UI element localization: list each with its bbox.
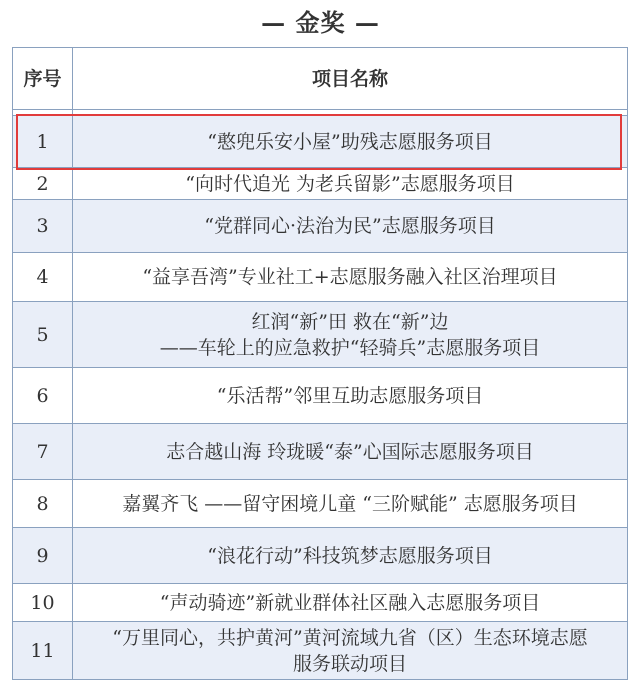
row-project-name-line1: “万里同心，共护黄河”黄河流域九省（区）生态环境志愿 bbox=[112, 626, 588, 649]
award-table bbox=[12, 47, 628, 680]
row-project-name: “益享吾湾”专业社工+志愿服务融入社区治理项目 bbox=[73, 253, 628, 302]
row-project-name: “党群同心·法治为民”志愿服务项目 bbox=[73, 200, 628, 253]
row-project-name: “浪花行动”科技筑梦志愿服务项目 bbox=[73, 528, 628, 584]
row-number: 5 bbox=[13, 302, 73, 368]
row-number: 7 bbox=[13, 424, 73, 480]
table-row bbox=[13, 302, 628, 368]
table-row bbox=[13, 116, 628, 168]
row-number: 3 bbox=[13, 200, 73, 253]
row-project-name: “声动骑迹”新就业群体社区融入志愿服务项目 bbox=[73, 584, 628, 622]
row-project-name bbox=[73, 622, 628, 680]
row-number: 11 bbox=[13, 622, 73, 680]
row-number: 4 bbox=[13, 253, 73, 302]
row-number: 8 bbox=[13, 480, 73, 528]
table-row bbox=[13, 253, 628, 302]
table-row bbox=[13, 622, 628, 680]
row-project-name: “憨兜乐安小屋”助残志愿服务项目 bbox=[73, 116, 628, 168]
row-number: 10 bbox=[13, 584, 73, 622]
table-row bbox=[13, 584, 628, 622]
row-project-name bbox=[73, 302, 628, 368]
row-project-name-line2: ——车轮上的应急救护“轻骑兵”志愿服务项目 bbox=[159, 336, 541, 359]
table-row bbox=[13, 200, 628, 253]
table-row bbox=[13, 168, 628, 200]
page-title: — 金奖 — bbox=[261, 8, 380, 37]
row-project-name: “向时代追光 为老兵留影”志愿服务项目 bbox=[73, 168, 628, 200]
row-project-name: “乐活帮”邻里互助志愿服务项目 bbox=[73, 368, 628, 424]
row-number: 2 bbox=[13, 168, 73, 200]
table-header-row bbox=[13, 48, 628, 110]
row-project-name-line2: 服务联动项目 bbox=[292, 652, 407, 675]
row-project-name: 嘉翼齐飞 ——留守困境儿童 “三阶赋能” 志愿服务项目 bbox=[73, 480, 628, 528]
row-number: 1 bbox=[13, 116, 73, 168]
table-row bbox=[13, 424, 628, 480]
table-row bbox=[13, 528, 628, 584]
header-project-name: 项目名称 bbox=[73, 48, 628, 110]
row-project-name: 志合越山海 玲珑暖“泰”心国际志愿服务项目 bbox=[73, 424, 628, 480]
row-number: 6 bbox=[13, 368, 73, 424]
header-number: 序号 bbox=[13, 48, 73, 110]
row-number: 9 bbox=[13, 528, 73, 584]
table-row bbox=[13, 368, 628, 424]
table-row bbox=[13, 480, 628, 528]
row-project-name-line1: 红润“新”田 救在“新”边 bbox=[251, 310, 449, 333]
